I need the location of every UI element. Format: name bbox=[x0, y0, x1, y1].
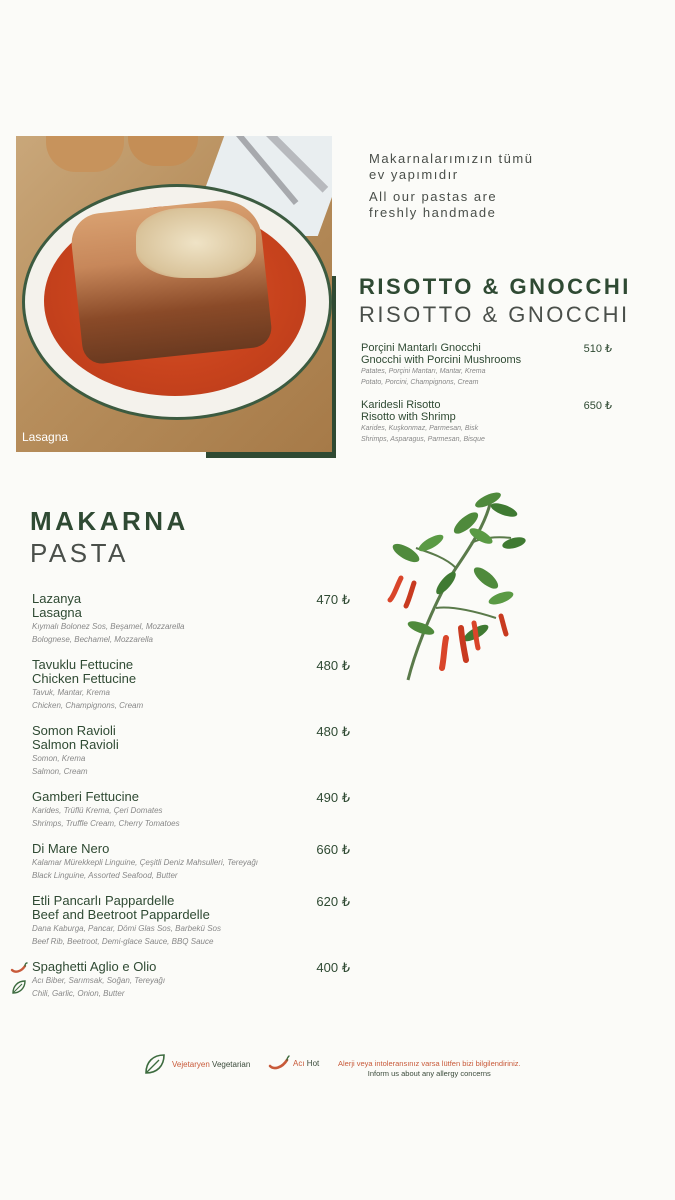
item-price: 480 ₺ bbox=[316, 724, 350, 739]
legend-hot bbox=[268, 1053, 319, 1073]
item-desc-tr: Karides, Kuşkonmaz, Parmesan, Bisk bbox=[361, 425, 479, 432]
item-name-en: Beef and Beetroot Pappardelle bbox=[32, 907, 210, 922]
melted-cheese bbox=[136, 208, 256, 278]
handmade-note-en-line1: All our pastas are bbox=[369, 189, 498, 204]
handmade-note bbox=[369, 151, 533, 221]
lasagna-photo bbox=[16, 136, 332, 452]
chili-icon bbox=[10, 960, 28, 978]
legend-veg-en: Vegetarian bbox=[212, 1059, 251, 1069]
item-desc-tr: Tavuk, Mantar, Krema bbox=[32, 688, 110, 697]
pasta-title-tr: MAKARNA bbox=[30, 506, 189, 536]
photo-caption: Lasagna bbox=[22, 430, 69, 444]
risotto-list bbox=[361, 342, 616, 456]
leaf-icon bbox=[10, 978, 28, 996]
allergy-note-tr: Alerji veya intoleransınız varsa lütfen bizi bilgilendiriniz. bbox=[338, 1059, 521, 1068]
handmade-note-en-line2: freshly handmade bbox=[369, 205, 497, 220]
vegetarian-leaf-icon bbox=[142, 1051, 168, 1077]
chili-pepper-illustration bbox=[376, 488, 526, 683]
risotto-title-tr: RISOTTO & GNOCCHI bbox=[359, 274, 631, 299]
item-price: 620 ₺ bbox=[316, 894, 350, 909]
footer-legend bbox=[0, 1047, 675, 1083]
menu-item bbox=[32, 790, 350, 830]
legend-vegetarian bbox=[142, 1051, 250, 1077]
item-diet-marks bbox=[10, 960, 28, 996]
item-desc-tr: Patates, Porçini Mantarı, Mantar, Krema bbox=[361, 368, 486, 375]
item-desc-tr: Kıymalı Bolonez Sos, Beşamel, Mozzarella bbox=[32, 622, 185, 631]
item-price: 400 ₺ bbox=[316, 960, 350, 975]
item-name-tr: Spaghetti Aglio e Olio bbox=[32, 959, 157, 974]
item-desc-en: Potato, Porcini, Champignons, Cream bbox=[361, 379, 479, 386]
item-name-en: Gnocchi with Porcini Mushrooms bbox=[361, 354, 522, 366]
menu-item bbox=[361, 399, 616, 445]
item-name-tr: Somon Ravioli bbox=[32, 723, 116, 738]
item-name-tr: Lazanya bbox=[32, 591, 82, 606]
menu-item bbox=[32, 658, 350, 712]
item-desc-tr: Somon, Krema bbox=[32, 754, 86, 763]
lasagna-photo-block bbox=[16, 136, 338, 458]
item-name-en: Lasagna bbox=[32, 605, 82, 620]
item-desc-en: Bolognese, Bechamel, Mozzarella bbox=[32, 635, 153, 644]
item-desc-en: Salmon, Cream bbox=[32, 767, 88, 776]
legend-veg-tr: Vejetaryen bbox=[172, 1059, 210, 1069]
item-name-en: Salmon Ravioli bbox=[32, 737, 119, 752]
handmade-note-tr-line1: Makarnalarımızın tümü bbox=[369, 151, 534, 166]
pasta-title-en: PASTA bbox=[30, 538, 129, 568]
pasta-list bbox=[32, 592, 350, 1012]
item-desc-tr: Acı Biber, Sarımsak, Soğan, Tereyağı bbox=[32, 976, 166, 985]
item-desc-tr: Dana Kaburga, Pancar, Dömi Glas Sos, Barbekü Sos bbox=[32, 924, 221, 933]
item-desc-en: Beef Rib, Beetroot, Demi-glace Sauce, BBQ Sauce bbox=[32, 937, 214, 946]
item-price: 480 ₺ bbox=[316, 658, 350, 673]
item-desc-tr: Kalamar Mürekkepli Linguine, Çeşitli Deniz Mahsulleri, Tereyağı bbox=[32, 858, 259, 867]
item-price: 470 ₺ bbox=[316, 592, 350, 607]
item-price: 650 ₺ bbox=[583, 400, 612, 412]
menu-item bbox=[32, 842, 350, 882]
item-desc-en: Chicken, Champignons, Cream bbox=[32, 701, 144, 710]
item-desc-tr: Karides, Trüflü Krema, Çeri Domates bbox=[32, 806, 163, 815]
item-name-en: Chicken Fettucine bbox=[32, 671, 137, 686]
item-price: 490 ₺ bbox=[316, 790, 350, 805]
menu-item bbox=[361, 342, 616, 388]
jar-decor bbox=[46, 136, 124, 172]
jar-decor bbox=[128, 136, 198, 166]
item-name-tr: Etli Pancarlı Pappardelle bbox=[32, 893, 175, 908]
legend-hot-en: Hot bbox=[306, 1058, 320, 1068]
menu-item bbox=[32, 960, 350, 1000]
item-price: 660 ₺ bbox=[316, 842, 350, 857]
risotto-section-title bbox=[359, 273, 631, 329]
menu-item bbox=[32, 894, 350, 948]
item-name-tr: Di Mare Nero bbox=[32, 841, 110, 856]
allergy-note-en: Inform us about any allergy concerns bbox=[367, 1069, 491, 1078]
pasta-section-title bbox=[30, 505, 189, 569]
item-name-tr: Gamberi Fettucine bbox=[32, 789, 139, 804]
risotto-title-en: RISOTTO & GNOCCHI bbox=[359, 302, 630, 327]
menu-item bbox=[32, 592, 350, 646]
item-name-en: Risotto with Shrimp bbox=[361, 411, 456, 423]
legend-hot-tr: Acı bbox=[293, 1058, 305, 1068]
handmade-note-tr-line2: ev yapımıdır bbox=[369, 167, 459, 182]
hot-chili-icon bbox=[268, 1053, 290, 1073]
item-price: 510 ₺ bbox=[583, 343, 612, 355]
item-name-tr: Porçini Mantarlı Gnocchi bbox=[361, 342, 481, 354]
allergy-note bbox=[338, 1059, 521, 1079]
item-desc-en: Black Linguine, Assorted Seafood, Butter bbox=[32, 871, 178, 880]
menu-item bbox=[32, 724, 350, 778]
item-desc-en: Shrimps, Truffle Cream, Cherry Tomatoes bbox=[32, 819, 180, 828]
item-desc-en: Shrimps, Asparagus, Parmesan, Bisque bbox=[361, 436, 485, 443]
item-name-tr: Tavuklu Fettucine bbox=[32, 657, 134, 672]
item-desc-en: Chili, Garlic, Onion, Butter bbox=[32, 989, 125, 998]
item-name-tr: Karidesli Risotto bbox=[361, 399, 441, 411]
